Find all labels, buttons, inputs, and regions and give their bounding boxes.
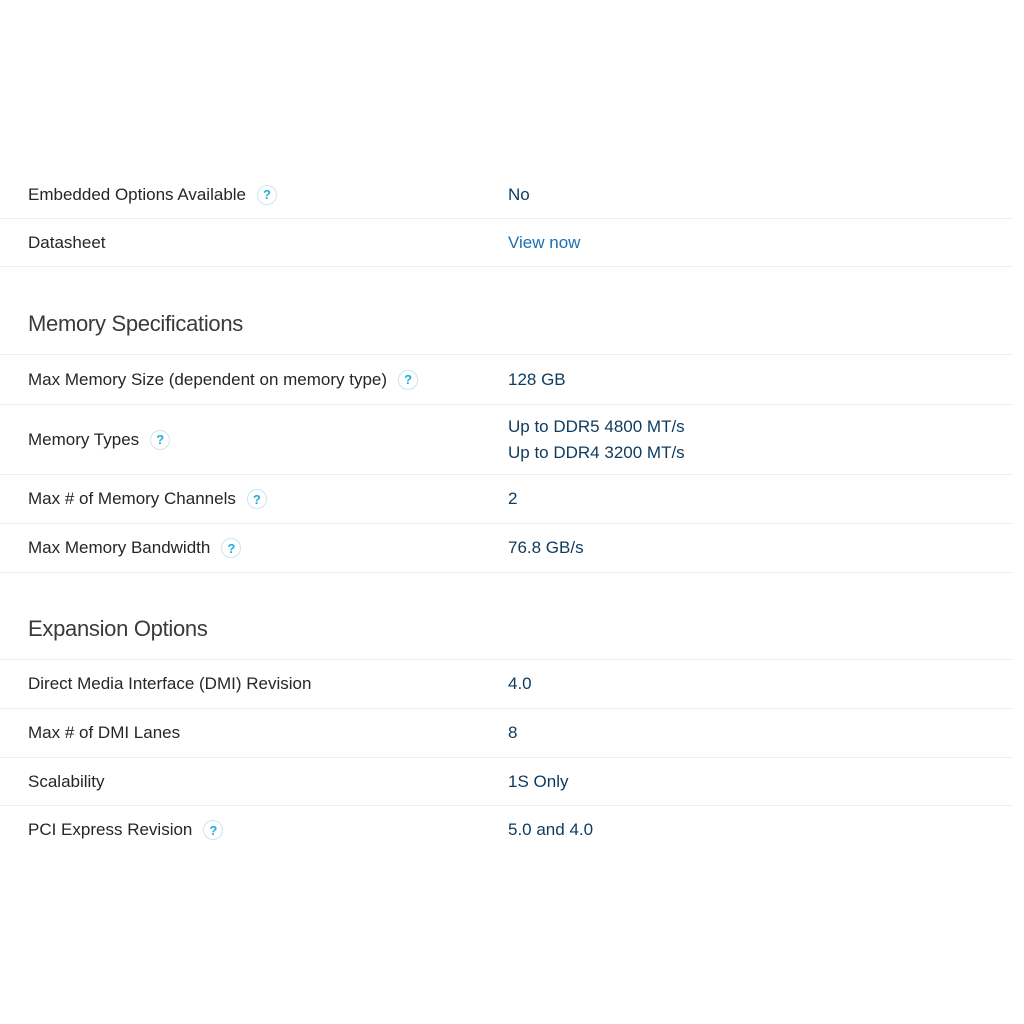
spec-row-dmi-lanes bbox=[0, 709, 1013, 758]
spec-row-memory-channels bbox=[0, 475, 1013, 524]
spec-label: Max Memory Size (dependent on memory type) bbox=[28, 369, 388, 389]
help-icon[interactable]: ? bbox=[203, 820, 223, 840]
spec-label: Max # of Memory Channels bbox=[28, 489, 236, 508]
spec-value: 128 GB bbox=[508, 369, 566, 389]
spec-row-dmi-revision bbox=[0, 660, 1013, 709]
spec-row-memory-types bbox=[0, 405, 1013, 475]
help-icon[interactable]: ? bbox=[247, 489, 267, 509]
spec-label: Scalability bbox=[28, 771, 105, 791]
spec-label: Datasheet bbox=[28, 232, 106, 252]
spec-label: Embedded Options Available bbox=[28, 184, 247, 204]
spec-value: No bbox=[508, 184, 530, 204]
help-icon[interactable]: ? bbox=[398, 370, 418, 390]
datasheet-view-now-link[interactable]: View now bbox=[508, 232, 581, 252]
spec-value-list bbox=[508, 414, 685, 466]
spec-label: PCI Express Revision bbox=[28, 820, 193, 839]
spec-value: 76.8 GB/s bbox=[508, 538, 584, 557]
spec-row-pci-express-revision bbox=[0, 806, 1013, 854]
spec-label: Max # of DMI Lanes bbox=[28, 723, 181, 742]
spec-row-embedded-options bbox=[0, 171, 1013, 219]
help-icon[interactable]: ? bbox=[257, 185, 277, 205]
spec-row-datasheet bbox=[0, 219, 1013, 267]
spec-label: Max Memory Bandwidth bbox=[28, 538, 211, 557]
section-heading-memory: Memory Specifications bbox=[28, 311, 244, 336]
spec-label: Memory Types bbox=[28, 429, 140, 449]
spec-value: 8 bbox=[508, 723, 518, 742]
spec-row-max-memory-size bbox=[0, 355, 1013, 405]
spec-value: 5.0 and 4.0 bbox=[508, 820, 594, 839]
spec-value: Up to DDR4 3200 MT/s bbox=[508, 442, 685, 462]
spec-row-scalability bbox=[0, 758, 1013, 806]
spec-label: Direct Media Interface (DMI) Revision bbox=[28, 674, 312, 693]
help-icon[interactable]: ? bbox=[221, 538, 241, 558]
help-icon[interactable]: ? bbox=[150, 430, 170, 450]
spec-value: 1S Only bbox=[508, 771, 569, 791]
spec-value: Up to DDR5 4800 MT/s bbox=[508, 416, 685, 436]
spec-value: 2 bbox=[508, 489, 518, 508]
spec-row-memory-bandwidth bbox=[0, 524, 1013, 573]
section-heading-expansion: Expansion Options bbox=[28, 616, 208, 641]
spec-value: 4.0 bbox=[508, 674, 532, 693]
